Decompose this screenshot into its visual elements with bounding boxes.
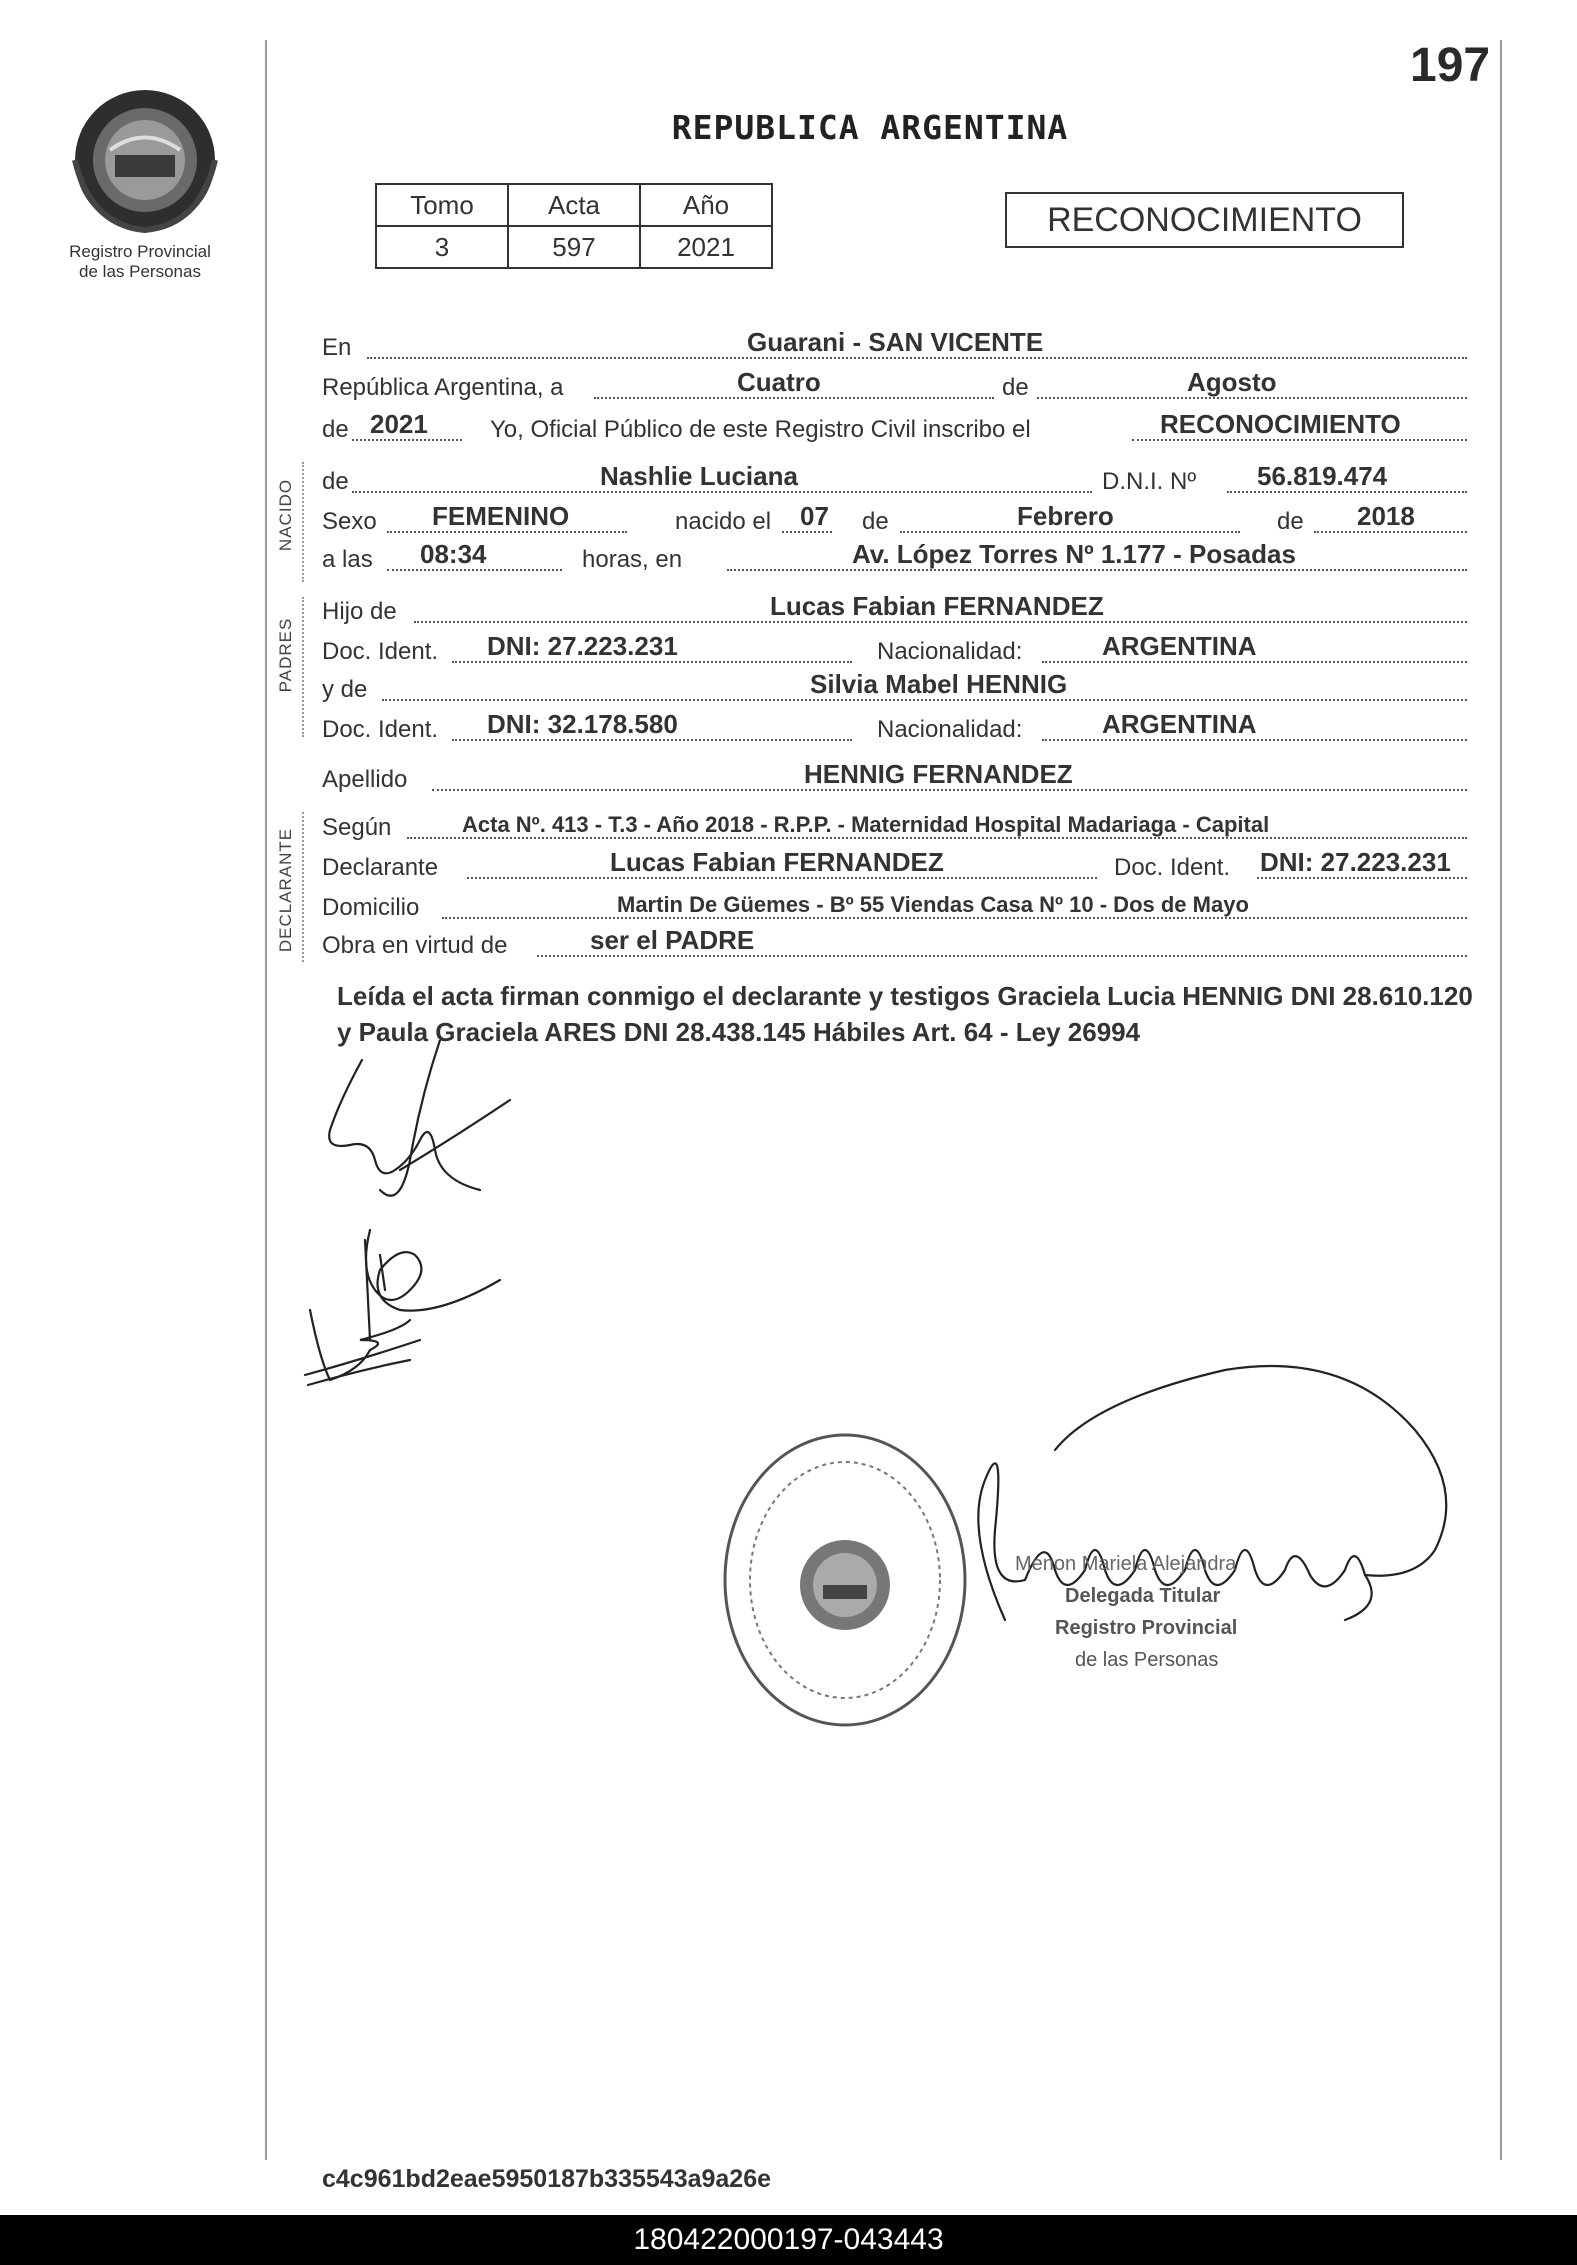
nacido-de-label-3: de xyxy=(1277,508,1304,535)
de-label: de xyxy=(1002,374,1029,401)
father-nacionalidad-label: Nacionalidad: xyxy=(877,638,1023,665)
de-year-label: de xyxy=(322,416,349,443)
logo-caption xyxy=(40,242,240,282)
closing-statement: Leída el acta firman conmigo el declarante y testigos Graciela Lucia HENNIG DNI 28.610.120 y Paula Graciela ARES DNI 28.438.145 Hábiles Art. 64 - Ley 26994 xyxy=(337,981,1473,1047)
document-title: REPUBLICA ARGENTINA xyxy=(671,108,1069,147)
row-apellido xyxy=(322,760,1472,796)
apellido-value: HENNIG FERNANDEZ xyxy=(804,759,1073,789)
official-office-line1: Registro Provincial xyxy=(1055,1617,1238,1639)
republica-label: República Argentina, a xyxy=(322,374,564,401)
father-nationality-value: ARGENTINA xyxy=(1102,631,1257,661)
mother-name-value: Silvia Mabel HENNIG xyxy=(810,669,1068,699)
header-ano: Año xyxy=(640,184,772,226)
header-acta: Acta xyxy=(508,184,640,226)
nacido-dni-value: 56.819.474 xyxy=(1257,461,1388,491)
segun-value: Acta Nº. 413 - T.3 - Año 2018 - R.P.P. - Maternidad Hospital Madariaga - Capital xyxy=(462,812,1270,837)
registry-table-values xyxy=(376,226,772,268)
padres-section-label: PADRES xyxy=(276,617,295,693)
witness-signatures xyxy=(300,1040,560,1400)
record-type-box: RECONOCIMIENTO xyxy=(1005,192,1404,248)
mother-nationality-value: ARGENTINA xyxy=(1102,709,1257,739)
declarante-doc-label: Doc. Ident. xyxy=(1114,854,1231,881)
padres-bracket xyxy=(302,597,304,737)
oficial-label: Yo, Oficial Público de este Registro Civil inscribo el xyxy=(490,416,1031,443)
official-name: Menon Mariela Alejandra xyxy=(1015,1553,1237,1575)
obra-value: ser el PADRE xyxy=(590,925,755,955)
mother-doc-value: DNI: 32.178.580 xyxy=(487,709,678,739)
declarante-label: Declarante xyxy=(322,854,439,881)
father-name-value: Lucas Fabian FERNANDEZ xyxy=(770,591,1104,621)
en-label: En xyxy=(322,334,352,361)
row-hora-lugar xyxy=(322,540,1472,576)
nacido-bracket xyxy=(302,462,304,582)
row-obra xyxy=(322,926,1472,962)
row-declarante xyxy=(322,848,1472,884)
birth-month-value: Febrero xyxy=(1017,501,1114,531)
a-las-label: a las xyxy=(322,546,373,573)
row-segun xyxy=(322,808,1472,844)
obra-label: Obra en virtud de xyxy=(322,932,508,959)
sexo-label: Sexo xyxy=(322,508,377,535)
en-value: Guarani - SAN VICENTE xyxy=(747,327,1044,357)
mother-doc-label: Doc. Ident. xyxy=(322,716,439,743)
row-en xyxy=(322,328,1472,364)
row-fecha xyxy=(322,368,1472,404)
row-padre-doc xyxy=(322,632,1472,668)
value-ano: 2021 xyxy=(640,226,772,268)
father-doc-label: Doc. Ident. xyxy=(322,638,439,665)
mother-nacionalidad-label: Nacionalidad: xyxy=(877,716,1023,743)
registry-table-header xyxy=(376,184,772,226)
row-padre xyxy=(322,592,1472,628)
logo-caption-line1: Registro Provincial xyxy=(69,242,211,261)
row-madre-doc xyxy=(322,710,1472,746)
dni-label: D.N.I. Nº xyxy=(1102,468,1197,495)
nacido-de-label-2: de xyxy=(862,508,889,535)
domicilio-label: Domicilio xyxy=(322,894,420,921)
birth-place-value: Av. López Torres Nº 1.177 - Posadas xyxy=(852,539,1296,569)
sexo-value: FEMENINO xyxy=(432,501,570,531)
value-tomo: 3 xyxy=(376,226,508,268)
declarante-doc-value: DNI: 27.223.231 xyxy=(1260,847,1451,877)
apellido-label: Apellido xyxy=(322,766,408,793)
nacido-de-label: de xyxy=(322,468,349,495)
father-doc-value: DNI: 27.223.231 xyxy=(487,631,678,661)
logo-caption-line2: de las Personas xyxy=(79,262,201,281)
year-value: 2021 xyxy=(370,409,428,439)
official-round-stamp xyxy=(715,1425,975,1735)
birth-time-value: 08:34 xyxy=(420,539,487,569)
left-margin-line xyxy=(265,40,267,2160)
domicilio-value: Martin De Güemes - Bº 55 Viendas Casa Nº 10 - Dos de Mayo xyxy=(617,892,1249,917)
row-madre xyxy=(322,670,1472,706)
nacido-el-label: nacido el xyxy=(675,508,772,535)
row-sexo xyxy=(322,502,1472,538)
registry-table xyxy=(375,183,773,269)
y-de-label: y de xyxy=(322,676,368,703)
value-acta: 597 xyxy=(508,226,640,268)
page-number: 197 xyxy=(1410,39,1491,92)
declarante-section-label: DECLARANTE xyxy=(276,827,295,953)
declarante-bracket xyxy=(302,812,304,962)
declarante-value: Lucas Fabian FERNANDEZ xyxy=(610,847,944,877)
hijo-de-label: Hijo de xyxy=(322,598,397,625)
nacido-section-label: NACIDO xyxy=(276,478,295,552)
birth-day-value: 07 xyxy=(800,501,829,531)
segun-label: Según xyxy=(322,814,392,841)
right-margin-line xyxy=(1500,40,1502,2160)
official-title: Delegada Titular xyxy=(1065,1585,1221,1607)
row-domicilio xyxy=(322,888,1472,924)
birth-year-value: 2018 xyxy=(1357,501,1415,531)
header-tomo: Tomo xyxy=(376,184,508,226)
month-value: Agosto xyxy=(1187,367,1277,397)
nacido-name-value: Nashlie Luciana xyxy=(600,461,798,491)
official-office-line2: de las Personas xyxy=(1075,1649,1219,1671)
row-nombre xyxy=(322,462,1472,498)
footer-code-bar: 180422000197-043443 xyxy=(0,2215,1577,2265)
horas-label: horas, en xyxy=(582,546,683,573)
row-inscripcion xyxy=(322,410,1472,446)
inscribo-value: RECONOCIMIENTO xyxy=(1160,409,1401,439)
document-hash: c4c961bd2eae5950187b335543a9a26e xyxy=(322,2165,772,2193)
day-value: Cuatro xyxy=(737,367,821,397)
